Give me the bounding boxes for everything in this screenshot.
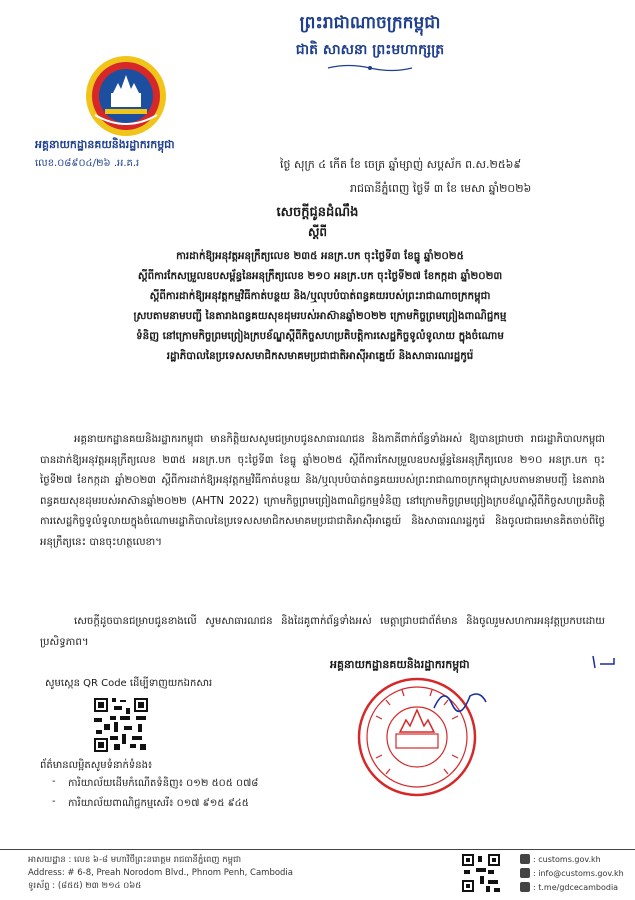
address-khmer: អាសយដ្ឋាន : លេខ ៦-៨ មហាវិថីព្រះនរោត្តម រាជធានីភ្នំពេញ កម្ពុជា: [28, 855, 242, 865]
footer-divider: [0, 849, 635, 850]
website-text: : customs.gov.kh: [533, 855, 601, 864]
bullet-dash: -: [52, 776, 56, 787]
signature-title: អគ្គនាយកដ្ឋានគយនិងរដ្ឋាករកម្ពុជា: [330, 658, 470, 671]
signature-scrawl: [430, 680, 490, 720]
footer-qr-code[interactable]: [460, 852, 502, 894]
department-name: អគ្គនាយកដ្ឋានគយនិងរដ្ឋាករកម្ពុជា: [35, 138, 175, 151]
bullet-dash: -: [52, 796, 56, 807]
kingdom-title: ព្រះរាជាណាចក្រកម្ពុជា: [299, 13, 441, 33]
subject-line: ការដាក់ឱ្យអនុវត្តអនុក្រឹត្យលេខ ២៣៥ អនក្រ.បក ចុះថ្ងៃទី៣ ខែធ្នូ ឆ្នាំ២០២៥: [176, 250, 464, 262]
contact-origin-office: ការិយាល័យដើមកំណើតទំនិញ៖ ០១២ ៥០៥ ០៧៨: [68, 778, 259, 789]
email-text: : info@customs.gov.kh: [533, 869, 624, 878]
subject-label: ស្តីពី: [307, 225, 328, 239]
email-row[interactable]: [520, 868, 630, 878]
contact-heading: ព័ត៌មានលម្អិតសូមទំនាក់ទំនង៖: [40, 760, 153, 771]
body-paragraph-1: អគ្គនាយកដ្ឋានគយនិងរដ្ឋាករកម្ពុជា មានកិត្តិយសសូមជម្រាបជូនសាធារណជន និងភាគីពាក់ព័ន្ធទាំងអស់ ឱ្យបានជ្រាបថា រាជរដ្ឋាភិបាលកម្ពុជាបានដាក់ឱ្យអនុវត្តអនុក្រឹត្យលេខ ២៣៥ អនក្រ.បក ចុះថ្ងៃទី៣ ខែធ្នូ ឆ្នាំ២០២៥ ស្តីពីការកែសម្រួលឧបសម្ព័ន្ធនៃអនុក្រឹត្យលេខ ២១០ អនក្រ.បក ចុះថ្ងៃទី២៧ ខែកក្កដា ឆ្នាំ២០២៣ ស្តីពីការដាក់ឱ្យអនុវត្តកម្មវិធីកាត់បន្ថយ និង/ឬលុបបំបាត់ពន្ធគយរបស់ព្រះរាជាណាចក្រកម្ពុជាស្របតាមនាមបញ្ជី នៃតារាងពន្ធគយសុខដុមរបស់អាស៊ានឆ្នាំ២០២២ (AHTN 2022) ក្រោមកិច្ចព្រមព្រៀងពាណិជ្ជកម្មទំនិញ នៅក្រោមកិច្ចព្រមព្រៀងក្របខ័ណ្ឌស្តីពីកិច្ចសហប្រតិបត្តិការសេដ្ឋកិច្ចទូលំទូលាយក្នុងចំណោមរដ្ឋាភិបាលនៃប្រទេសសមាជិកសមាគមប្រជាជាតិអាស៊ីអាគ្នេយ៍ និងសាធារណរដ្ឋកូរ៉េ និងចូលជាធរមានគិតចាប់ពីថ្ងៃអនុក្រឹត្យនេះ បានចុះហត្ថលេខា។: [40, 434, 605, 548]
reference-number: លេខ.០៨៩០៤/២៦ .អ.គ.រ: [35, 158, 140, 169]
subject-block: [40, 246, 600, 366]
subject-line: រដ្ឋាភិបាលនៃប្រទេសសមាជិកសមាគមប្រជាជាតិអាស៊ីអាគ្នេយ៍ និងសាធារណរដ្ឋកូរ៉េ: [166, 350, 474, 362]
address-english: Address: # 6-8, Preah Norodom Blvd., Phnom Penh, Cambodia: [28, 868, 294, 878]
document-qr-code[interactable]: [92, 696, 150, 754]
subject-line: ស្តីពីការដាក់ឱ្យអនុវត្តកម្មវិធីកាត់បន្ថយ និង/ឬលុបបំបាត់ពន្ធគយរបស់ព្រះរាជាណាចក្រកម្ពុជា: [149, 290, 491, 302]
qr-instruction: សូមស្កេន QR Code ដើម្បីទាញយកឯកសារ: [45, 678, 213, 689]
body-paragraph-2: សេចក្តីដូចបានជម្រាបជូនខាងលើ សូមសាធារណជន និងដៃគូពាក់ព័ន្ធទាំងអស់ មេត្តាជ្រាបជាព័ត៌មាន និងចូលរួមសហការអនុវត្តប្រកបដោយប្រសិទ្ធភាព។: [40, 616, 605, 648]
lunar-date: ថ្ងៃ សុក្រ ៤ កើត ខែ ចេត្រ ឆ្នាំម្សាញ់ សប្តស័ក ព.ស.២៥៦៩: [280, 158, 522, 171]
national-motto: ជាតិ សាសនា ព្រះមហាក្សត្រ: [295, 42, 445, 58]
customs-logo: [85, 55, 167, 137]
subject-line: ស្របតាមនាមបញ្ជី នៃតារាងពន្ធគយសុខដុមរបស់អាស៊ានឆ្នាំ២០២២ ក្រោមកិច្ចព្រមព្រៀងពាណិជ្ជកម្ម: [133, 310, 507, 322]
initial-mark: [590, 652, 618, 672]
phone-number: ទូរស័ព្ទ : (៨៥៥) ២៣ ២១៤ ០៦៥: [28, 881, 142, 891]
contact-fta-office: ការិយាល័យពាណិជ្ជកម្មសេរី៖ ០១៧ ៩១៥ ៩៤៥: [68, 798, 249, 809]
telegram-text: : t.me/gdcecambodia: [533, 883, 619, 892]
email-icon: [520, 868, 530, 878]
subject-line: ស្តីពីការកែសម្រួលឧបសម្ព័ន្ធនៃអនុក្រឹត្យលេខ ២១០ អនក្រ.បក ចុះថ្ងៃទី២៧ ខែកក្កដា ឆ្នាំ២០២៣: [137, 270, 503, 282]
telegram-icon: [520, 882, 530, 892]
motto-ornament: [326, 63, 414, 73]
website-row[interactable]: [520, 854, 630, 864]
document-type: សេចក្តីជូនដំណឹង: [276, 205, 359, 220]
subject-line: ទំនិញ នៅក្រោមកិច្ចព្រមព្រៀងក្របខ័ណ្ឌស្តីពីកិច្ចសហប្រតិបត្តិការសេដ្ឋកិច្ចទូលំទូលាយ ក្នុងចំណោម: [136, 330, 504, 342]
globe-icon: [520, 854, 530, 864]
telegram-row[interactable]: [520, 882, 630, 892]
solar-date: រាជធានីភ្នំពេញ ថ្ងៃទី ៣ ខែ មេសា ឆ្នាំ២០២៦: [350, 182, 532, 195]
